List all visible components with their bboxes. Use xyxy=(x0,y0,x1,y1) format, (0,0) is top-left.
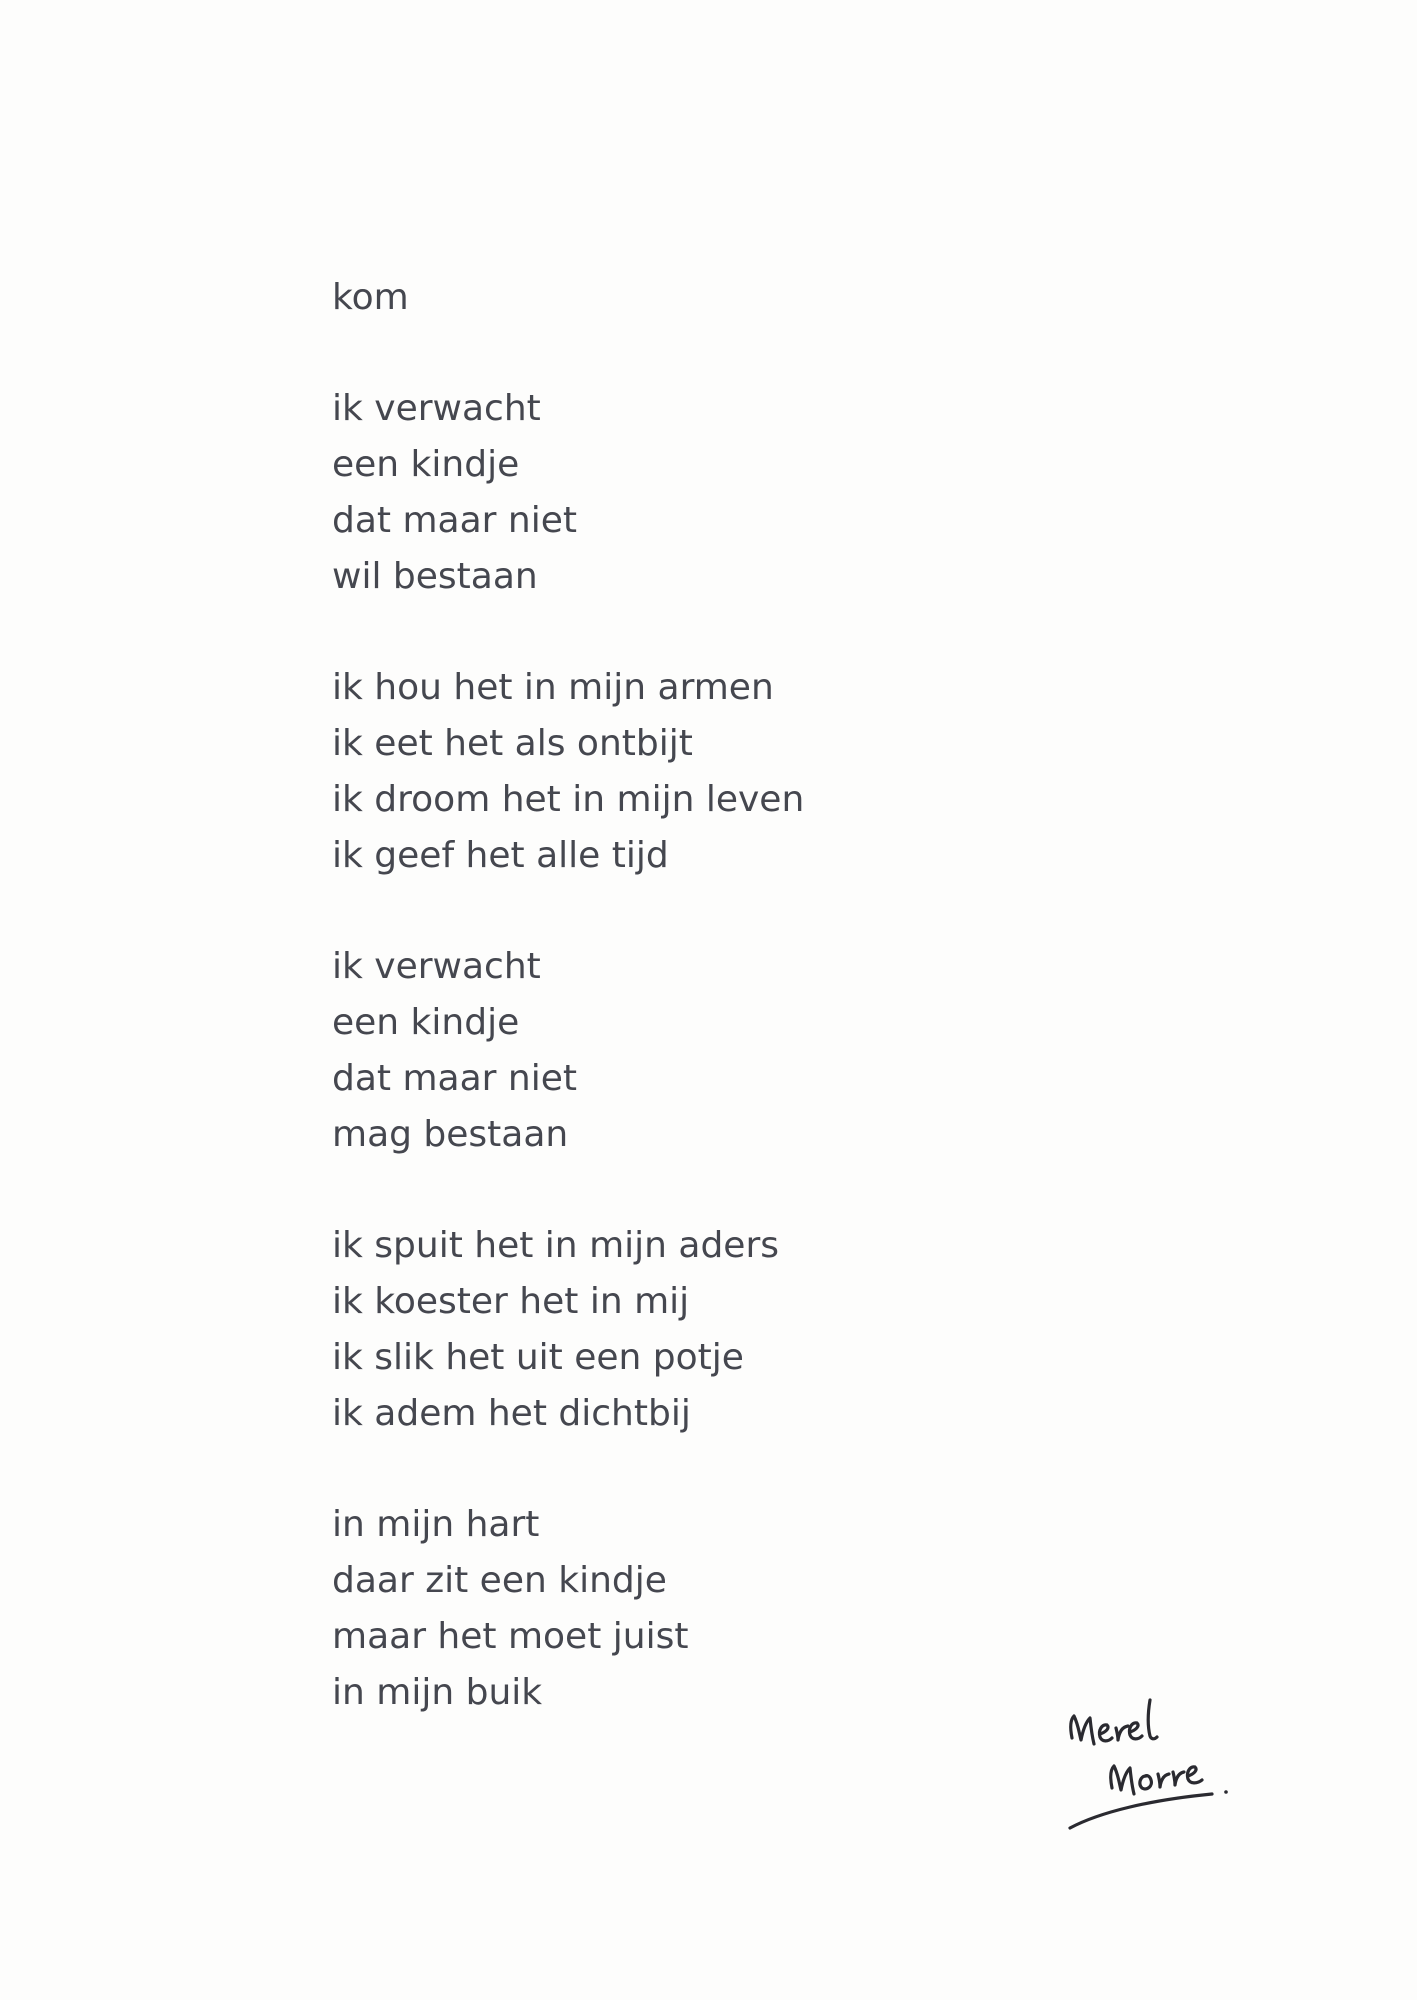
poem-line: wil bestaan xyxy=(332,556,538,597)
stanza-5 xyxy=(332,1497,1152,1721)
poem-line: ik verwacht xyxy=(332,388,541,429)
poem xyxy=(332,270,1152,1721)
poem-title: kom xyxy=(332,277,409,318)
poem-line: ik slik het uit een potje xyxy=(332,1337,744,1378)
poem-line: ik koester het in mij xyxy=(332,1281,690,1322)
poem-line: ik verwacht xyxy=(332,946,541,987)
poem-line: in mijn buik xyxy=(332,1672,543,1713)
handwritten-signature xyxy=(1060,1690,1250,1840)
poem-line: ik droom het in mijn leven xyxy=(332,779,805,820)
poem-line: daar zit een kindje xyxy=(332,1560,667,1601)
poem-line: dat maar niet xyxy=(332,1058,577,1099)
poem-line: een kindje xyxy=(332,1002,520,1043)
poem-line: een kindje xyxy=(332,444,520,485)
stanza-1 xyxy=(332,381,1152,605)
stanza-4 xyxy=(332,1218,1152,1442)
stanza-2 xyxy=(332,660,1152,884)
poem-line: dat maar niet xyxy=(332,500,577,541)
signature-drawing xyxy=(1060,1690,1250,1840)
poem-line: mag bestaan xyxy=(332,1114,569,1155)
signature-dot xyxy=(1224,1790,1228,1794)
poem-line: ik hou het in mijn armen xyxy=(332,667,774,708)
poem-line: ik eet het als ontbijt xyxy=(332,723,693,764)
poem-line: in mijn hart xyxy=(332,1504,540,1545)
poem-line: ik adem het dichtbij xyxy=(332,1393,691,1434)
poem-line: maar het moet juist xyxy=(332,1616,689,1657)
stanza-3 xyxy=(332,939,1152,1163)
poem-line: ik spuit het in mijn aders xyxy=(332,1225,780,1266)
poem-line: ik geef het alle tijd xyxy=(332,835,669,876)
